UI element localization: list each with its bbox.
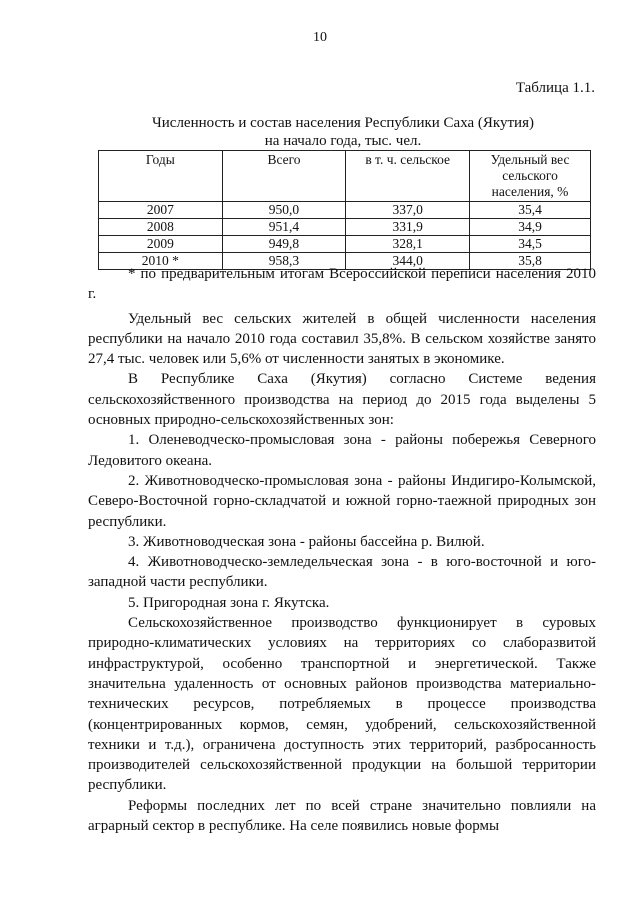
paragraph-rural-share: Удельный вес сельских жителей в общей численности населения республики на начало 2010 года составил 35,8%. В сельском хозяйстве занято 27,4 тыс. человек или 5,6% от численности занятых в экономике. [88,310,596,368]
caption-line-1: Численность и состав населения Республики Саха (Якутия) [152,115,534,131]
paragraph-conditions: Сельскохозяйственное производство функционирует в суровых природно-климатических условиях на территориях со слаборазвитой инфраструктурой, особенно транспортной и энергетической. Также значительна удаленность от основных районов производства материально-технических ресурсов, потребляемых в процессе производства (концентрированных кормов, семян, удобрений, сельскохозяйственной техники и т.д.), ограничена доступность этих территорий, разбросанность производителей сельскохозяйственной продукции на большой территории республики. [88,615,596,794]
table-cell: 344,0 [346,253,470,270]
list-item: 3. Животноводческая зона - районы бассейна р. Вилюй. [128,533,485,550]
page-number: 10 [313,30,327,45]
table-cell: 34,5 [470,236,591,253]
paragraph-zones-intro: В Республике Саха (Якутия) согласно Системе ведения сельскохозяйственного производства на период до 2015 года выделены 5 основных природно-сельскохозяйственных зон: [88,371,596,429]
table-cell: 2007 [99,202,223,219]
table-cell: 950,0 [222,202,346,219]
table-cell: 328,1 [346,236,470,253]
list-item: 4. Животноводческо-земледельческая зона - в юго-восточной и юго-западной части республики. [88,554,596,591]
header-total: Всего [222,151,346,202]
body-text [88,264,596,836]
table-header-row [99,151,591,202]
table-cell: 331,9 [346,219,470,236]
table-cell: 2010 * [99,253,223,270]
header-years: Годы [99,151,223,202]
table-row [99,219,591,236]
table-cell: 949,8 [222,236,346,253]
population-table [98,150,591,270]
table-caption [98,114,588,150]
table-cell: 337,0 [346,202,470,219]
table-cell: 958,3 [222,253,346,270]
table-cell: 951,4 [222,219,346,236]
paragraph-reforms: Реформы последних лет по всей стране значительно повлияли на аграрный сектор в республике. На селе появились новые формы [88,797,596,835]
table-cell: 35,4 [470,202,591,219]
table-label: Таблица 1.1. [515,80,595,96]
table-cell: 35,8 [470,253,591,270]
table-cell: 2008 [99,219,223,236]
header-rural: в т. ч. сельское [346,151,470,202]
list-item: 1. Оленеводческо-промысловая зона - районы побережья Северного Ледовитого океана. [88,432,596,469]
header-rural-share: Удельный вес сельского населения, % [470,151,591,202]
list-item: 2. Животноводческо-промысловая зона - районы Индигиро-Колымской, Северо-Восточной горно-складчатой и южной горно-таежной природных зон республики. [88,472,596,530]
table-row [99,202,591,219]
table-cell: 34,9 [470,219,591,236]
caption-line-2: на начало года, тыс. чел. [264,133,422,149]
table-row [99,236,591,253]
list-item: 5. Пригородная зона г. Якутска. [128,594,330,611]
table-footnote: * по предварительным итогам Всероссийской переписи населения 2010 г. [88,266,596,303]
table-cell: 2009 [99,236,223,253]
